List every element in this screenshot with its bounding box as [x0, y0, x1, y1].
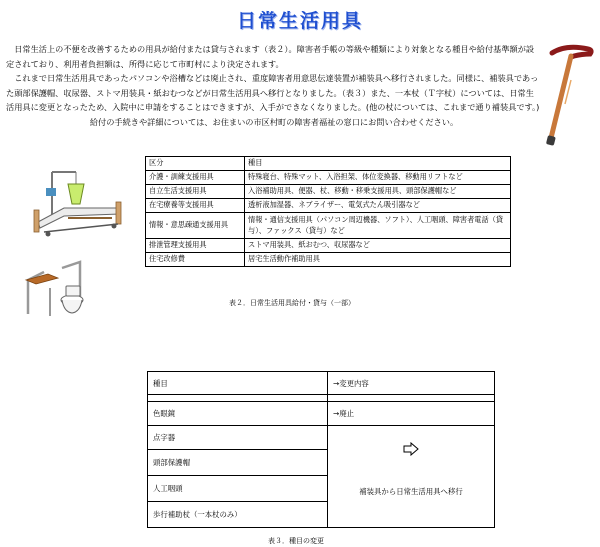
table-row	[148, 402, 495, 426]
table-cell-empty	[328, 395, 495, 402]
table-row	[146, 253, 511, 267]
table-cell: 入浴補助用具、便器、杖、移動・移乗支援用具、頭部保護帽など	[245, 185, 511, 199]
table-row	[146, 199, 511, 213]
table-cell-empty	[148, 395, 328, 402]
table-row	[148, 372, 495, 395]
table-3-caption: 表３．種目の変更	[268, 537, 324, 545]
cane-icon	[538, 40, 598, 152]
table-cell: 排泄管理支援用具	[146, 239, 245, 253]
table-cell: 特殊寝台、特殊マット、入浴担架、体位変換器、移動用リフトなど	[245, 171, 511, 185]
table-cell: 在宅療養等支援用具	[146, 199, 245, 213]
care-bed-icon	[28, 166, 128, 242]
intro-paragraph-1: 日常生活上の不便を改善するための用具が給付または貸与されます（表２）。障害者手帳の等級や種類により対象となる種目や給付基準額が設定されており、利用者負担額は、所得に応じて市町村により決定されます。	[6, 44, 535, 69]
table-row	[148, 426, 495, 450]
table-header-cell: 区分	[146, 157, 245, 171]
table-cell: 点字器	[148, 426, 328, 450]
table-cell: 情報・通信支援用具（パソコン周辺機器、ソフト）、人工咽頭、障害者電話（貸与）、ファックス（貸与）など	[245, 213, 511, 239]
table-header-cell: 種目	[148, 372, 328, 395]
table-row	[146, 157, 511, 171]
table-row	[146, 239, 511, 253]
table-3	[147, 371, 495, 528]
moved-result-cell	[328, 426, 495, 528]
table-row	[148, 395, 495, 402]
table-row	[146, 185, 511, 199]
intro-text	[6, 42, 542, 130]
table-cell: 居宅生活動作補助用具	[245, 253, 511, 267]
page-title: 日常生活用具	[236, 10, 363, 32]
toilet-handrail-icon	[22, 258, 96, 320]
table-cell: 人工咽頭	[148, 476, 328, 502]
table-row	[146, 171, 511, 185]
table-cell: 透析液加湿器、ネブライザー、電気式たん吸引器など	[245, 199, 511, 213]
table-cell: →廃止	[328, 402, 495, 426]
table-2-caption: 表２．日常生活用具給付・貸与（一部）	[229, 299, 355, 307]
table-cell: 自立生活支援用具	[146, 185, 245, 199]
table-cell: 住宅改修費	[146, 253, 245, 267]
table-cell: 歩行補助杖（一本杖のみ）	[148, 502, 328, 528]
intro-paragraph-3: 給付の手続きや詳細については、お住まいの市区村町の障害者福祉の窓口にお問い合わせください。	[89, 116, 459, 127]
arrow-right-icon	[403, 442, 419, 456]
table-row	[146, 213, 511, 239]
table-header-cell: 種目	[245, 157, 511, 171]
table-cell: 介護・訓練支援用具	[146, 171, 245, 185]
table-cell: ストマ用装具、紙おむつ、収尿器など	[245, 239, 511, 253]
table-cell: 頭部保護帽	[148, 450, 328, 476]
table-cell: 色眼鏡	[148, 402, 328, 426]
table-header-cell: →変更内容	[328, 372, 495, 395]
table-cell: 情報・意思疎通支援用具	[146, 213, 245, 239]
moved-result-label: 補装具から日常生活用具へ移行	[359, 487, 463, 496]
table-2	[145, 156, 511, 267]
intro-paragraph-2: これまで日常生活用具であったパソコンや浴槽などは廃止され、重度障害者用意思伝達装置が補装具へ移行されました。同様に、補装具であった頭部保護帽、収尿器、ストマ用装具・紙おむつなどが日常生活用具へ移行となりました。（表３）また、一本杖（Ｔ字杖）については、日常生活用具に変更となったため、入院中に申請をすることはできますが、入手ができなくなりました。(他の杖については、これまで通り補装具です。)	[6, 73, 540, 113]
